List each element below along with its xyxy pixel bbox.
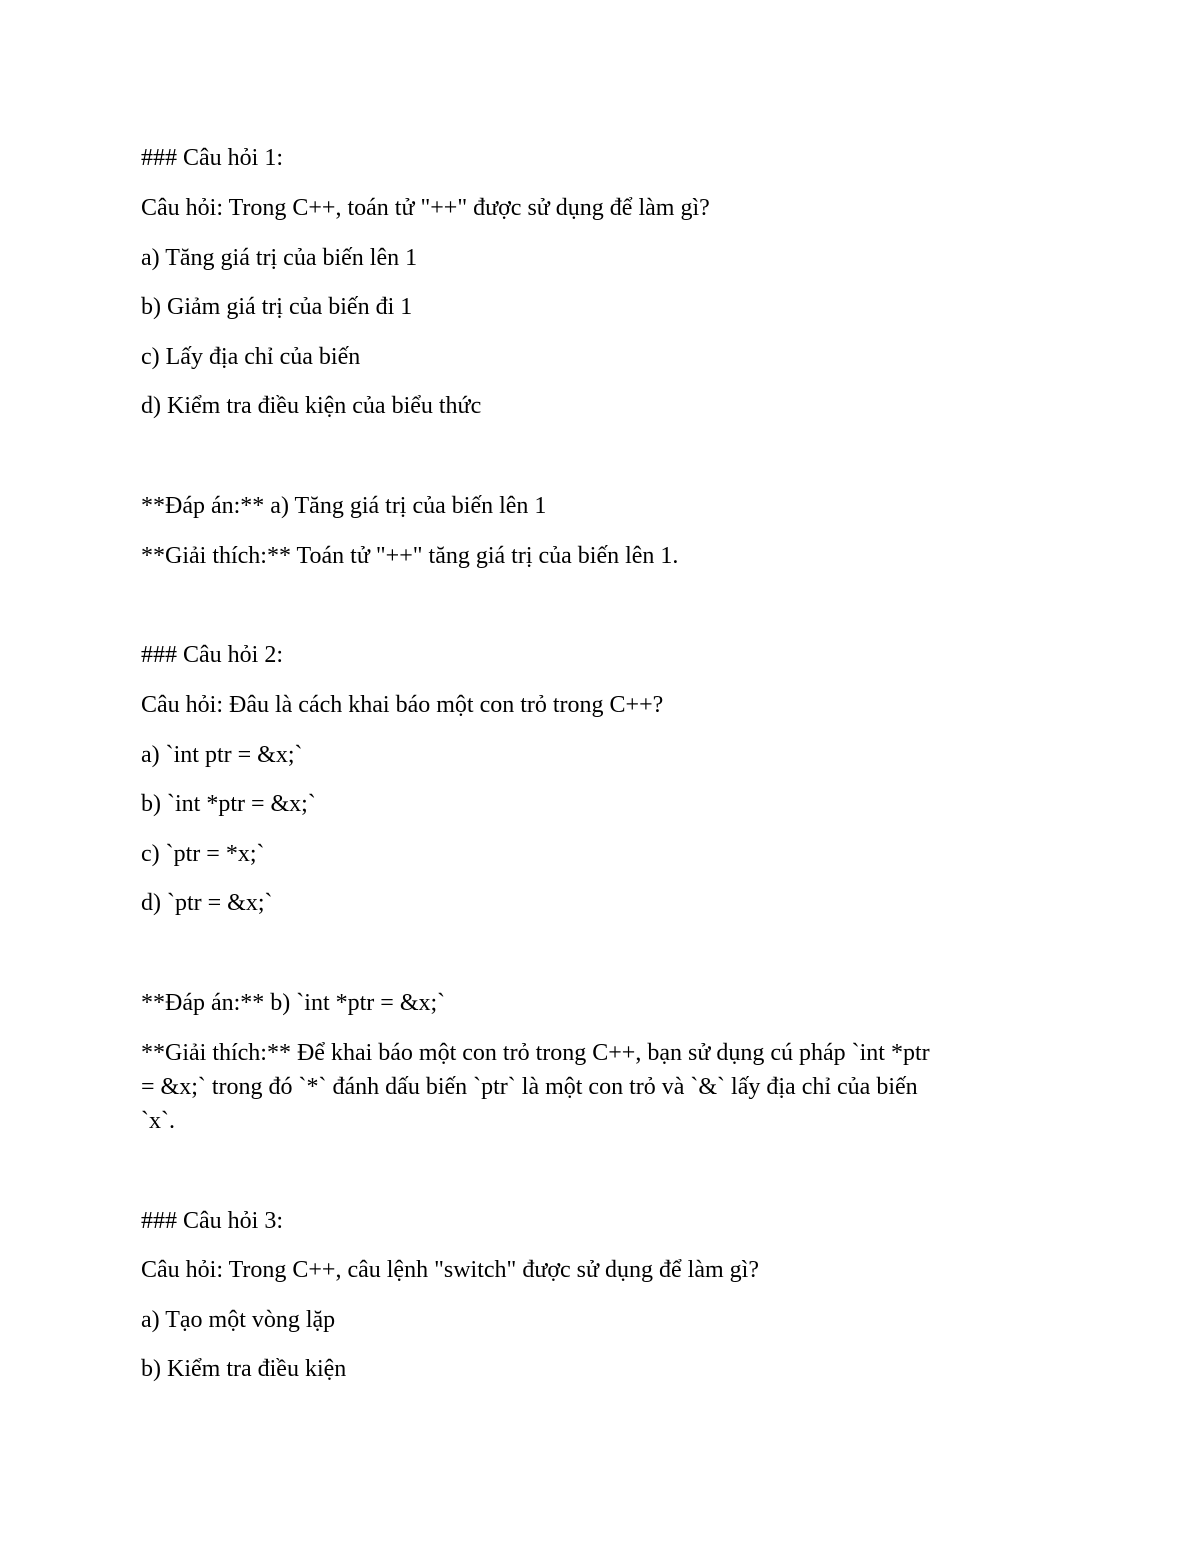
q1-option-d: d) Kiểm tra điều kiện của biểu thức xyxy=(141,393,482,419)
q2-answer: **Đáp án:** b) `int *ptr = &x;` xyxy=(141,990,446,1016)
q1-heading: ### Câu hỏi 1: xyxy=(141,145,283,171)
q3-heading: ### Câu hỏi 3: xyxy=(141,1208,283,1234)
q3-option-b: b) Kiểm tra điều kiện xyxy=(141,1356,347,1382)
q2-option-a: a) `int ptr = &x;` xyxy=(141,742,303,768)
q2-question: Câu hỏi: Đâu là cách khai báo một con trỏ trong C++? xyxy=(141,692,664,718)
q1-explanation: **Giải thích:** Toán tử "++" tăng giá trị của biến lên 1. xyxy=(141,543,679,569)
q2-explanation-line-1: **Giải thích:** Để khai báo một con trỏ trong C++, bạn sử dụng cú pháp `int *ptr xyxy=(141,1040,930,1066)
q3-question: Câu hỏi: Trong C++, câu lệnh "switch" được sử dụng để làm gì? xyxy=(141,1257,759,1283)
q2-option-d: d) `ptr = &x;` xyxy=(141,890,273,916)
q2-option-b: b) `int *ptr = &x;` xyxy=(141,791,316,817)
q1-option-c: c) Lấy địa chỉ của biến xyxy=(141,344,361,370)
q1-question: Câu hỏi: Trong C++, toán tử "++" được sử dụng để làm gì? xyxy=(141,195,710,221)
q2-option-c: c) `ptr = *x;` xyxy=(141,841,265,867)
q2-heading: ### Câu hỏi 2: xyxy=(141,642,283,668)
q2-explanation-line-2: = &x;` trong đó `*` đánh dấu biến `ptr` là một con trỏ và `&` lấy địa chỉ của biến xyxy=(141,1074,918,1100)
q1-answer: **Đáp án:** a) Tăng giá trị của biến lên 1 xyxy=(141,493,547,519)
q3-option-a: a) Tạo một vòng lặp xyxy=(141,1307,336,1333)
q1-option-b: b) Giảm giá trị của biến đi 1 xyxy=(141,294,413,320)
q1-option-a: a) Tăng giá trị của biến lên 1 xyxy=(141,245,418,271)
q2-explanation-line-3: `x`. xyxy=(141,1108,175,1134)
